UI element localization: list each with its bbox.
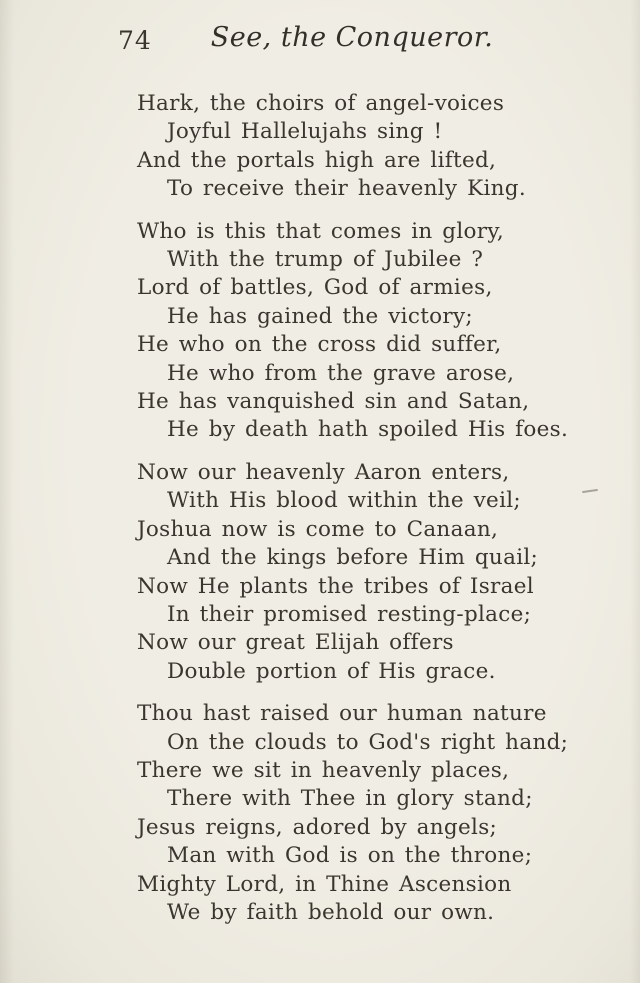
poem-line: He who from the grave arose, (167, 360, 515, 386)
poem-line: Joyful Hallelujahs sing ! (167, 119, 443, 145)
poem-line: Who is this that comes in glory, (137, 218, 505, 244)
stanza (137, 700, 640, 927)
poem-line: Lord of battles, God of armies, (137, 275, 493, 301)
poem-line: Mighty Lord, in Thine Ascension (137, 871, 512, 897)
stanza (137, 218, 640, 445)
poem-line: Now our great Elijah offers (137, 630, 454, 656)
poem-line: Joshua now is come to Canaan, (137, 516, 499, 542)
poem-line: Man with God is on the throne; (167, 843, 533, 869)
poem-line: With His blood within the veil; (167, 488, 521, 514)
page-header (0, 0, 640, 88)
stanza (137, 90, 640, 204)
poem-line: In their promised resting-place; (167, 601, 532, 627)
poem-line: Hark, the choirs of angel-voices (137, 91, 505, 116)
poem-line: There with Thee in glory stand; (167, 786, 533, 812)
poem-line: Now our heavenly Aaron enters, (137, 459, 510, 485)
poem-line: Now He plants the tribes of Israel (137, 573, 534, 599)
poem-line: He who on the cross did suffer, (137, 332, 502, 358)
page-title: See, the Conqueror. (210, 22, 494, 53)
poem-line: On the clouds to God's right hand; (167, 729, 569, 755)
poem-line: Thou hast raised our human nature (137, 701, 547, 727)
poem-line: He by death hath spoiled His foes. (167, 417, 569, 443)
stanza (137, 459, 640, 686)
poem-line: Jesus reigns, adored by angels; (137, 814, 498, 840)
poem (137, 88, 640, 927)
poem-line: He has gained the victory; (167, 303, 473, 329)
page-number: 74 (118, 26, 152, 55)
poem-line: And the kings before Him quail; (167, 545, 539, 571)
poem-line: Double portion of His grace. (167, 658, 496, 684)
poem-line: We by faith behold our own. (167, 899, 495, 925)
poem-line: With the trump of Jubilee ? (167, 247, 484, 273)
poem-line: There we sit in heavenly places, (137, 757, 510, 783)
poem-line: To receive their heavenly King. (167, 176, 526, 202)
poem-line: He has vanquished sin and Satan, (137, 389, 530, 415)
poem-line: And the portals high are lifted, (137, 147, 497, 173)
